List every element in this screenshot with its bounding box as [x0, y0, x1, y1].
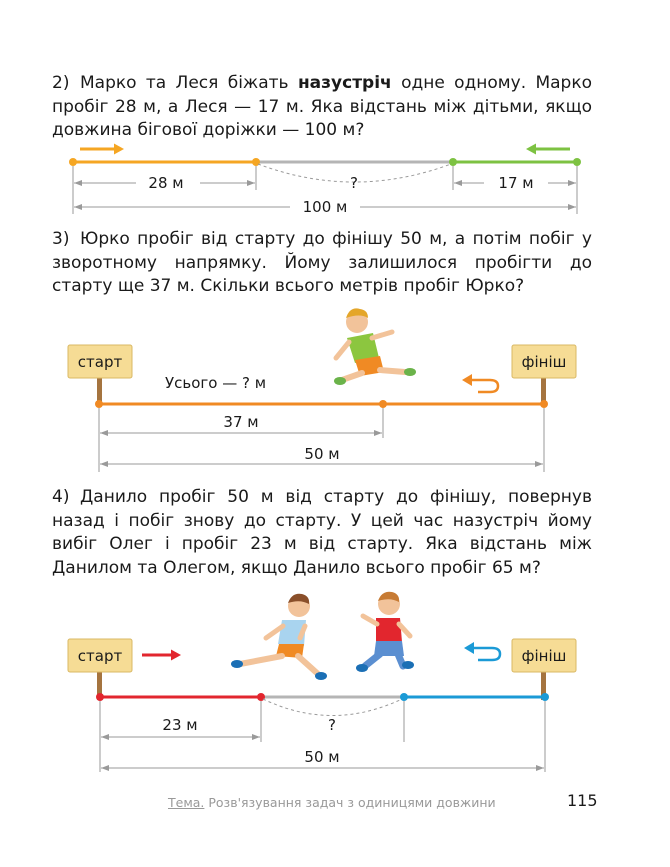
- boy-runner-icon: [334, 308, 416, 385]
- topic-label: Тема.: [168, 795, 205, 810]
- label-37: 37 м: [223, 413, 259, 431]
- arrow-right-icon: [142, 650, 181, 661]
- start-sign-label: старт: [77, 647, 123, 665]
- point-end: [573, 158, 581, 166]
- problem-2: [52, 72, 592, 143]
- gap-arc: [263, 699, 402, 716]
- problem-number: 4): [52, 487, 70, 507]
- point-lesia: [449, 158, 457, 166]
- point-remaining: [379, 400, 387, 408]
- label-total-question: Усього — ? м: [165, 374, 267, 392]
- problem-4-text: 4) Данило пробіг 50 м від старту до фінішу, повернув назад і побіг знову до старту. У цей час назустріч йому вибіг Олег і пробіг 23 м від старту. Яка відстань між Данилом та Олегом, якщо Данило всього пробіг 65 м?: [52, 487, 592, 578]
- dimension-17: [454, 174, 576, 192]
- footer-topic: [168, 795, 496, 810]
- diagram-problem-4: [0, 586, 670, 776]
- point-finish: [540, 400, 548, 408]
- start-sign-label: старт: [77, 353, 123, 371]
- dimension-23: [101, 716, 260, 740]
- boy-runner-danylo-icon: [231, 594, 327, 680]
- problem-3-text: 3) Юрко пробіг від старту до фінішу 50 м, а потім побіг у зворотному напрямку. Йому залишилося пробігти до старту ще 37 м. Скільки всього метрів пробіг Юрко?: [52, 229, 592, 296]
- finish-sign-label: фініш: [521, 647, 567, 665]
- label-17: 17 м: [498, 174, 534, 192]
- finish-sign: [512, 345, 576, 406]
- label-question: ?: [350, 174, 358, 192]
- start-sign: [68, 639, 132, 700]
- point-start: [95, 400, 103, 408]
- arrow-left-icon: [526, 144, 570, 155]
- point-finish: [541, 693, 549, 701]
- label-50: 50 м: [304, 748, 340, 766]
- problem-number: 3): [52, 229, 70, 249]
- label-100: 100 м: [302, 198, 348, 216]
- problem-3: [52, 228, 592, 299]
- page-number: 115: [567, 791, 598, 810]
- start-sign: [68, 345, 132, 406]
- return-arrow-icon: [462, 374, 498, 392]
- boy-runner-oleh-icon: [356, 592, 414, 672]
- dimension-50: [100, 445, 543, 467]
- arrow-right-icon: [80, 144, 124, 155]
- finish-sign: [512, 639, 576, 700]
- dimension-37: [100, 413, 382, 436]
- problem-2-text: 2) Марко та Леся біжать назустріч одне одному. Марко пробіг 28 м, а Леся — 17 м. Яка відстань між дітьми, якщо довжина бігової доріжки — 100 м?: [52, 73, 592, 140]
- point-start: [69, 158, 77, 166]
- dimension-100: [74, 198, 576, 216]
- bold-word: назустріч: [297, 73, 392, 93]
- problem-number: 2): [52, 73, 70, 93]
- diagram-problem-3: [0, 300, 670, 475]
- point-start: [96, 693, 104, 701]
- problem-4: [52, 486, 592, 580]
- diagram-problem-2: [0, 138, 670, 218]
- label-28: 28 м: [148, 174, 184, 192]
- topic-text: Розв'язування задач з одиницями довжини: [204, 795, 496, 810]
- point-danylo: [400, 693, 408, 701]
- dimension-28: [74, 174, 255, 192]
- label-question: ?: [328, 716, 336, 734]
- return-arrow-icon: [464, 642, 500, 660]
- dimension-50: [101, 748, 544, 771]
- label-50: 50 м: [304, 445, 340, 463]
- label-23: 23 м: [162, 716, 198, 734]
- finish-sign-label: фініш: [521, 353, 567, 371]
